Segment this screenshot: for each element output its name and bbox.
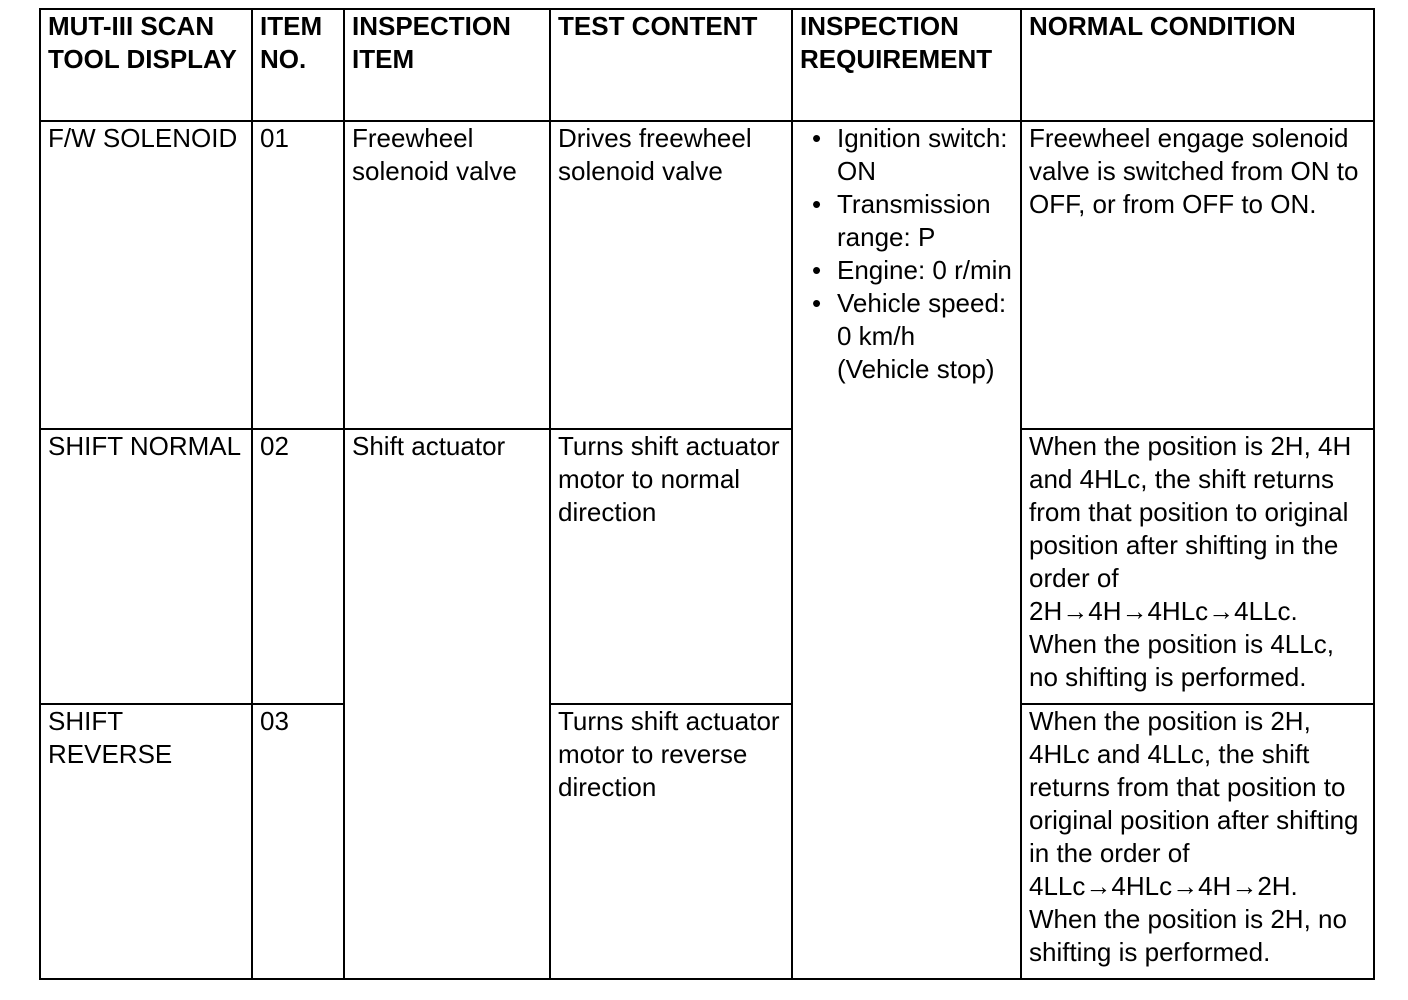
requirement-text: Vehicle speed: 0 km/h (Vehicle stop) [837,288,1007,384]
requirement-text: Engine: 0 r/min [837,255,1012,285]
cell-display: F/W SOLENOID [40,121,252,429]
bullet-icon: • [812,123,822,153]
bullet-icon: • [812,255,822,285]
table-row [40,429,1374,704]
header-inspection-item: INSPECTION ITEM [344,9,550,121]
inspection-table [39,8,1375,980]
cell-test-content: Turns shift actuator motor to reverse direction [550,704,792,979]
cell-inspection-item: Shift actuator [344,429,550,979]
cell-normal-condition: Freewheel engage solenoid valve is switched from ON to OFF, or from OFF to ON. [1021,121,1374,429]
header-item-no: ITEM NO. [252,9,344,121]
cell-inspection-requirement [792,121,1021,979]
cell-test-content: Turns shift actuator motor to normal direction [550,429,792,704]
header-inspection-requirement: INSPECTION REQUIREMENT [792,9,1021,121]
requirement-item [800,287,1014,386]
table-header-row [40,9,1374,121]
header-test-content: TEST CONTENT [550,9,792,121]
header-normal-condition: NORMAL CONDITION [1021,9,1374,121]
requirement-text: Transmission range: P [837,189,991,252]
requirement-item [800,254,1014,287]
table-row [40,121,1374,429]
cell-display: SHIFT REVERSE [40,704,252,979]
cell-normal-condition: When the position is 2H, 4H and 4HLc, the shift returns from that position to original position after shifting in the order of 2H→4H→4HLc→4LLc. When the position is 4LLc, no shifting is performed. [1021,429,1374,704]
bullet-icon: • [812,189,822,219]
table-row [40,704,1374,979]
header-scan-tool-display: MUT-III SCAN TOOL DISPLAY [40,9,252,121]
cell-inspection-item: Freewheel solenoid valve [344,121,550,429]
requirement-list [800,122,1014,386]
cell-item-no: 02 [252,429,344,704]
requirement-text: Ignition switch: ON [837,123,1008,186]
cell-normal-condition: When the position is 2H, 4HLc and 4LLc, the shift returns from that position to original position after shifting in the order of 4LLc→4HLc→4H→2H. When the position is 2H, no shifting is performed. [1021,704,1374,979]
cell-item-no: 03 [252,704,344,979]
bullet-icon: • [812,288,822,318]
requirement-item [800,188,1014,254]
cell-display: SHIFT NORMAL [40,429,252,704]
requirement-item [800,122,1014,188]
cell-item-no: 01 [252,121,344,429]
cell-test-content: Drives freewheel solenoid valve [550,121,792,429]
